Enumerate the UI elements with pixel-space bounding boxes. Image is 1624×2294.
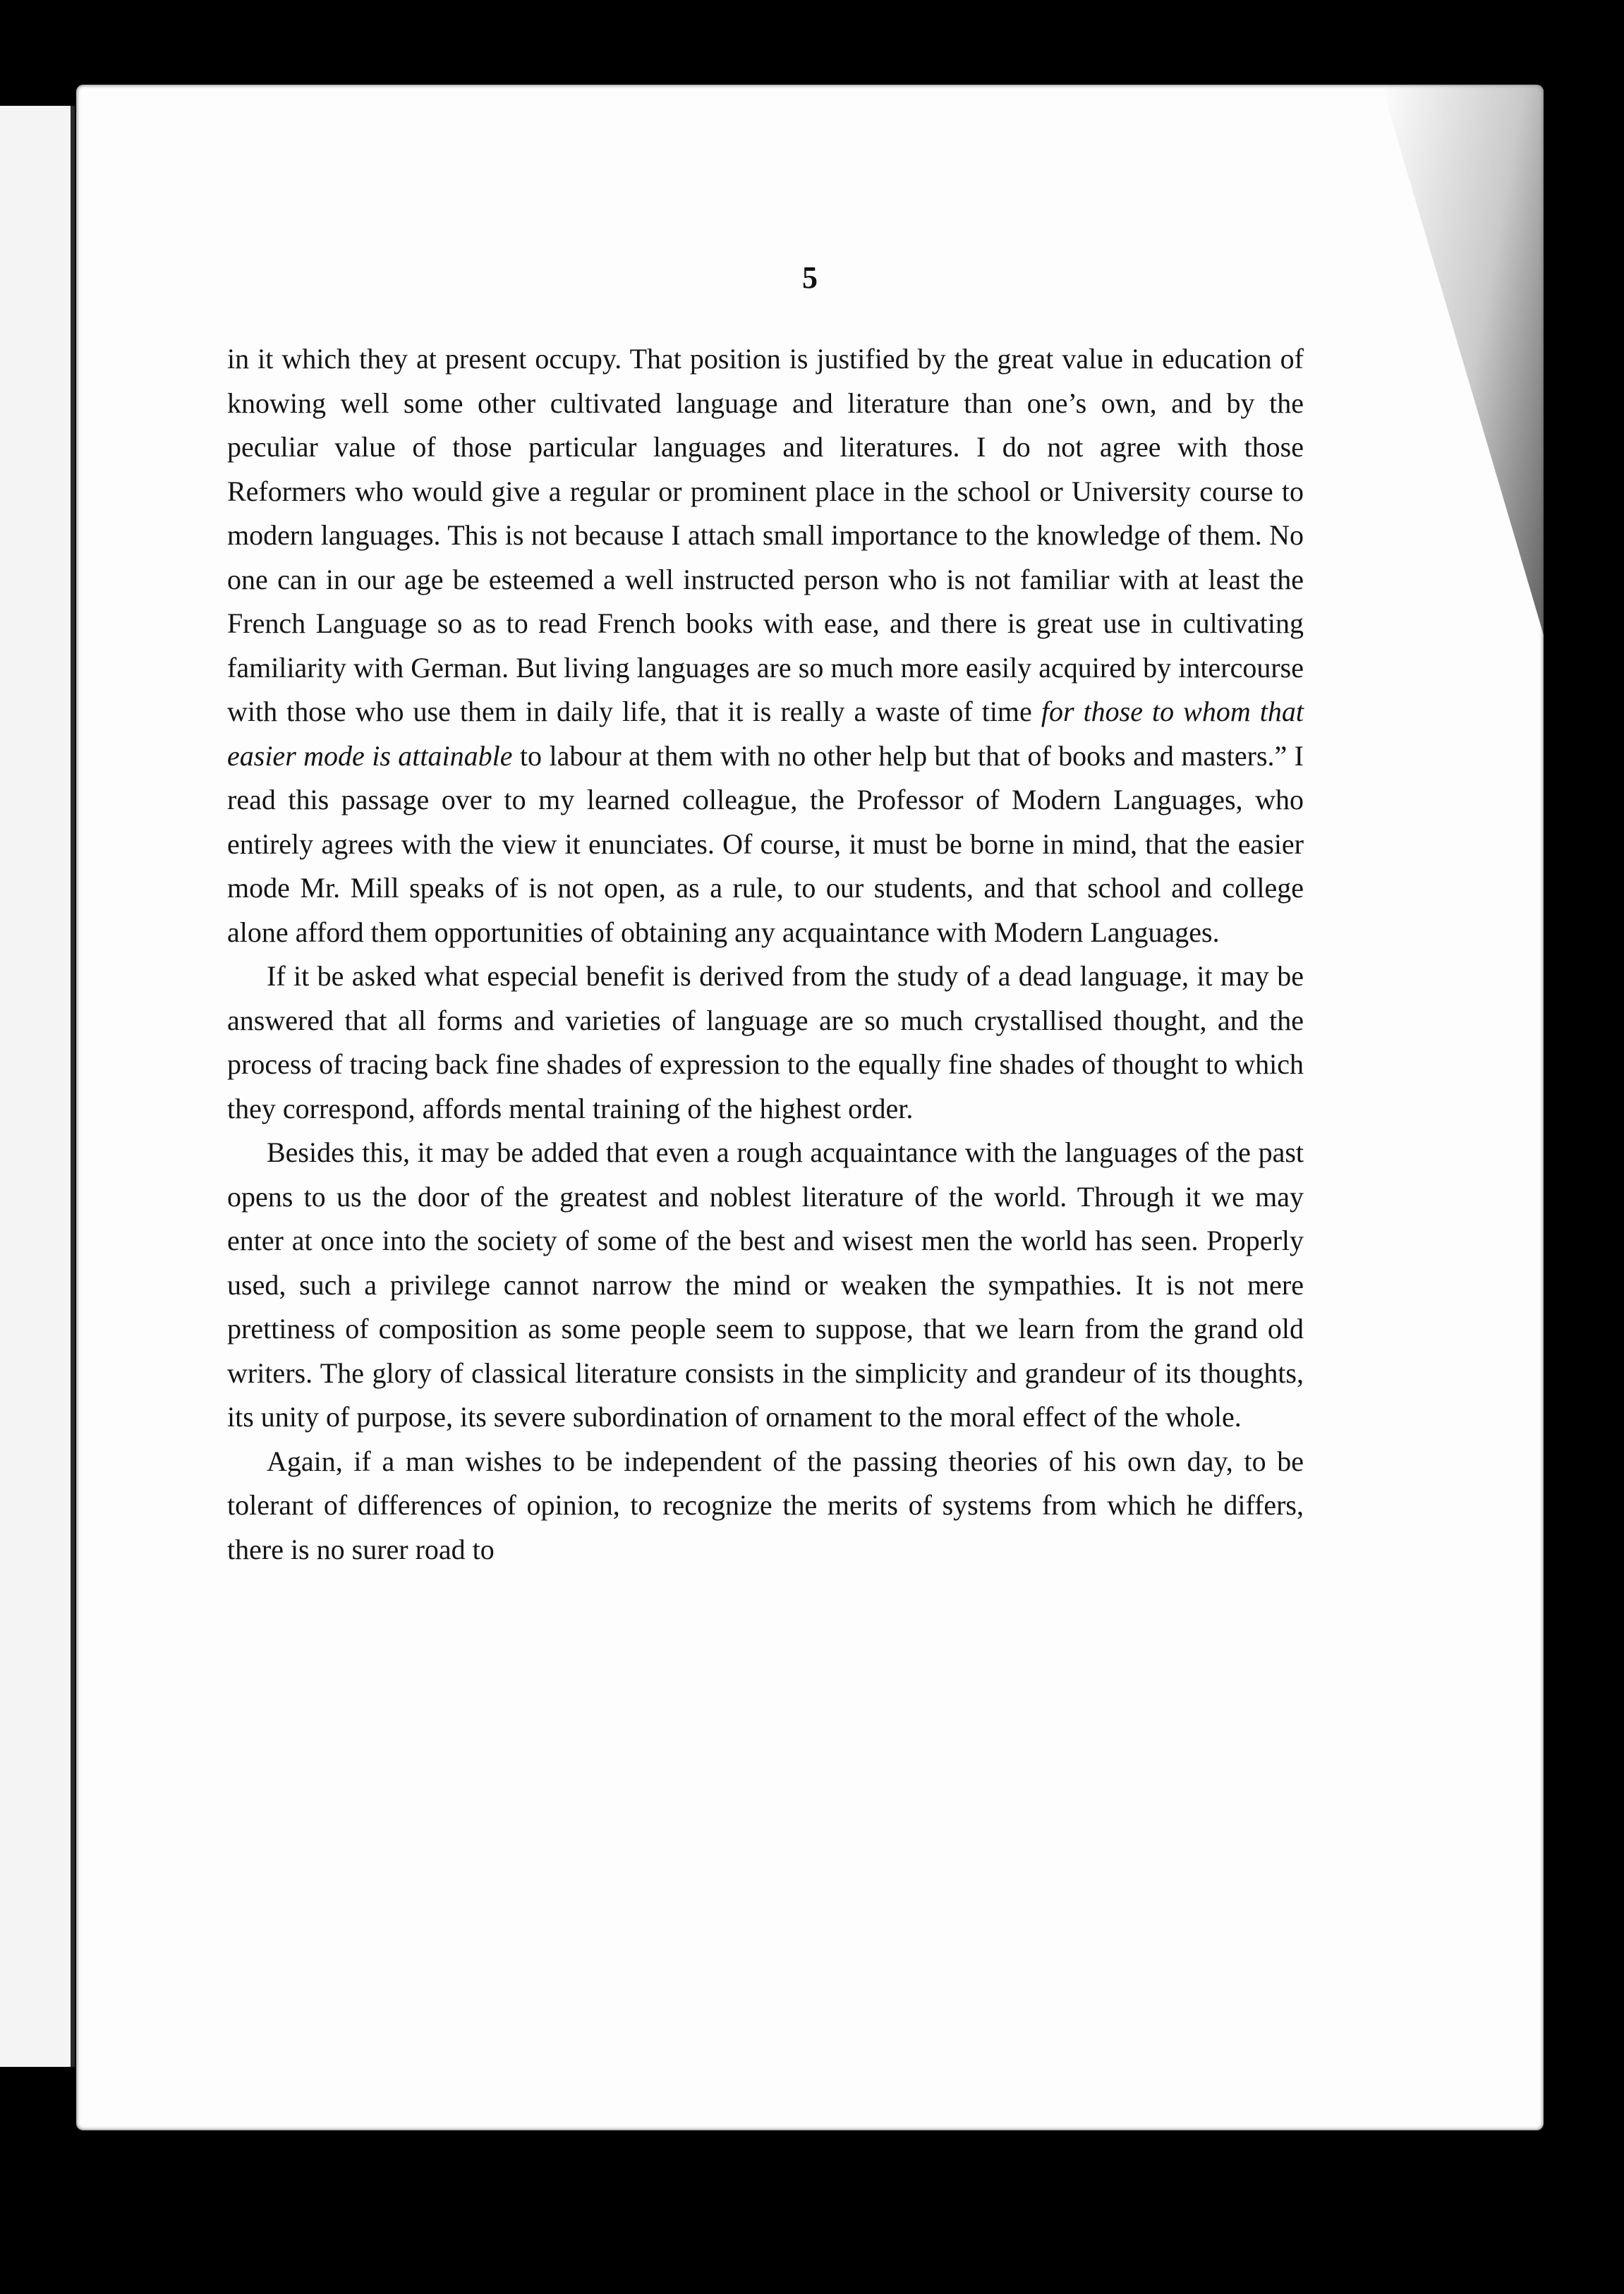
paragraph-3: Besides this, it may be added that even a rough acquaintance with the languages of the past opens to us the door of the greatest and noblest literature of the world. Through it we may enter at once into the society of some of the best and wisest men the world has seen. Properly used, such a privilege cannot narrow the mind or weaken the sympathies. It is not mere prettiness of composition as some people seem to suppose, that we learn from the grand old writers. The glory of classical literature consists in the simplicity and grandeur of its thoughts, its unity of purpose, its severe subordination of ornament to the moral effect of the whole. xyxy=(227,1136,1304,1433)
paragraph-4: Again, if a man wishes to be independent of the passing theories of his own day, to be tolerant of differences of opinion, to recognize the merits of systems from which he differs, there is no surer road to xyxy=(227,1445,1304,1565)
paragraph-1-text-start: in it which they at present occupy. That position is justified by the great value in education of knowing well some other cultivated language and literature than one’s own, and by the peculiar value of those particular languages and literatures. I do not agree with those Reformers who would give a regular or prominent place in the school or University course to modern languages. This is not because I attach small importance to the knowledge of them. No one can in our age be esteemed a well instructed person who is not familiar with at least the French Language so as to read French books with ease, and there is great use in cultivating familiarity with German. But living languages are so much more easily acquired by intercourse with those who use them in daily life, that it is really a waste of time xyxy=(227,343,1304,727)
page-fold-shadow xyxy=(1381,85,1544,635)
page-number: 5 xyxy=(802,260,818,295)
page-body-text xyxy=(227,337,1304,1572)
paragraph-2: If it be asked what especial benefit is derived from the study of a dead language, it may be answered that all forms and varieties of language are so much crystallised thought, and the process of tracing back fine shades of expression to the equally fine shades of thought to which they correspond, affords mental training of the highest order. xyxy=(227,960,1304,1124)
paragraph-1-text-end: to labour at them with no other help but that of books and masters.” I read this passage over to my learned colleague, the Professor of Modern Languages, who entirely agrees with the view it enunciates. Of course, it must be borne in mind, that the easier mode Mr. Mill speaks of is not open, as a rule, to our students, and that school and college alone afford them opportunities of obtaining any acquaintance with Modern Languages. xyxy=(227,739,1304,948)
facing-page-edge xyxy=(0,106,75,2067)
paragraph-1 xyxy=(227,337,1304,954)
paragraph-1-italic-phrase: for those to whom that easier mode is attainable xyxy=(227,696,1304,772)
